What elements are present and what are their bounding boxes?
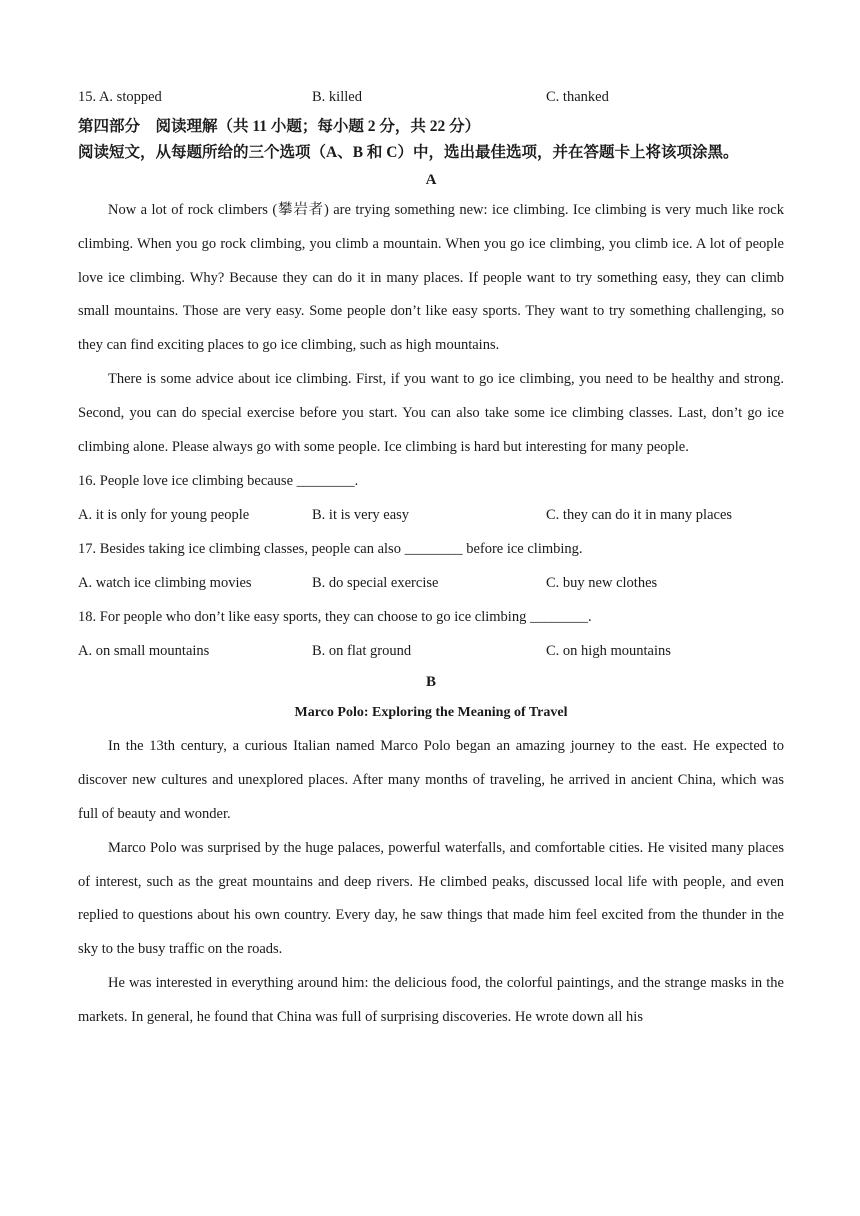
question-18-options xyxy=(78,634,784,668)
option-b: B. it is very easy xyxy=(312,507,410,524)
passage-b-paragraph-3: He was interested in everything around him: the delicious food, the colorful paintings, and the strange masks in the markets. In general, he found that China was full of surprising discoveries. He wrote down all his xyxy=(78,974,784,1025)
part4-instruction: 阅读短文，从每题所给的三个选项（A、B 和 C）中，选出最佳选项，并在答题卡上将该项涂黑。 xyxy=(78,144,739,161)
passage-b-paragraph-1: In the 13th century, a curious Italian named Marco Polo began an amazing journey to the east. He expected to discover new cultures and unexplored places. After many months of traveling, he arrived in ancient China, which was full of beauty and wonder. xyxy=(78,738,784,822)
question-17-options xyxy=(78,566,784,600)
option-b: B. killed xyxy=(312,88,362,105)
option-b: B. on flat ground xyxy=(312,643,412,660)
passage-a-paragraph-1: Now a lot of rock climbers (攀岩者) are trying something new: ice climbing. Ice climbing is very much like rock climbing. When you go rock climbing, you climb a mountain. When you go ice climbing, you climb ice. A lot of people love ice climbing. Why? Because they can do it in many places. If people want to try something easy, they can climb small mountains. Those are very easy. Some people don’t like easy sports. They want to try something challenging, so they can find exciting places to go ice climbing, such as high mountains. xyxy=(78,202,784,354)
passage-a-letter: A xyxy=(425,172,437,188)
question-15-options xyxy=(78,86,784,108)
option-a: A. on small mountains xyxy=(78,643,210,660)
option-a: 15. A. stopped xyxy=(78,88,162,105)
option-a: A. it is only for young people xyxy=(78,507,250,524)
option-c: C. they can do it in many places xyxy=(546,507,733,524)
option-c: C. on high mountains xyxy=(546,643,671,660)
option-b: B. do special exercise xyxy=(312,575,439,592)
question-18-stem: 18. For people who don’t like easy sports, they can choose to go ice climbing ________. xyxy=(78,609,592,626)
passage-a-paragraph-2: There is some advice about ice climbing. First, if you want to go ice climbing, you need to be healthy and strong. Second, you can do special exercise before you start. You can also take some ice climbing classes. Last, don’t go ice climbing alone. Please always go with some people. Ice climbing is hard but interesting for many people. xyxy=(78,370,784,455)
question-16-stem: 16. People love ice climbing because ________. xyxy=(78,473,359,490)
passage-b-paragraph-2: Marco Polo was surprised by the huge palaces, powerful waterfalls, and comfortable cities. He visited many places of interest, such as the great mountains and deep rivers. He climbed peaks, discussed local life with people, and even replied to questions about his own country. Every day, he saw things that made him feel excited from the thunder in the sky to the busy traffic on the roads. xyxy=(78,839,784,958)
question-17-stem: 17. Besides taking ice climbing classes, people can also ________ before ice climbing. xyxy=(78,541,583,558)
option-a: A. watch ice climbing movies xyxy=(78,575,252,592)
passage-b-letter: B xyxy=(425,674,436,691)
passage-b-title: Marco Polo: Exploring the Meaning of Travel xyxy=(294,705,568,721)
option-c: C. buy new clothes xyxy=(546,575,658,592)
option-c: C. thanked xyxy=(546,88,609,105)
question-16-options xyxy=(78,498,784,532)
exam-page xyxy=(78,86,784,1035)
part4-heading: 第四部分 阅读理解（共 11 小题；每小题 2 分，共 22 分） xyxy=(78,118,481,135)
